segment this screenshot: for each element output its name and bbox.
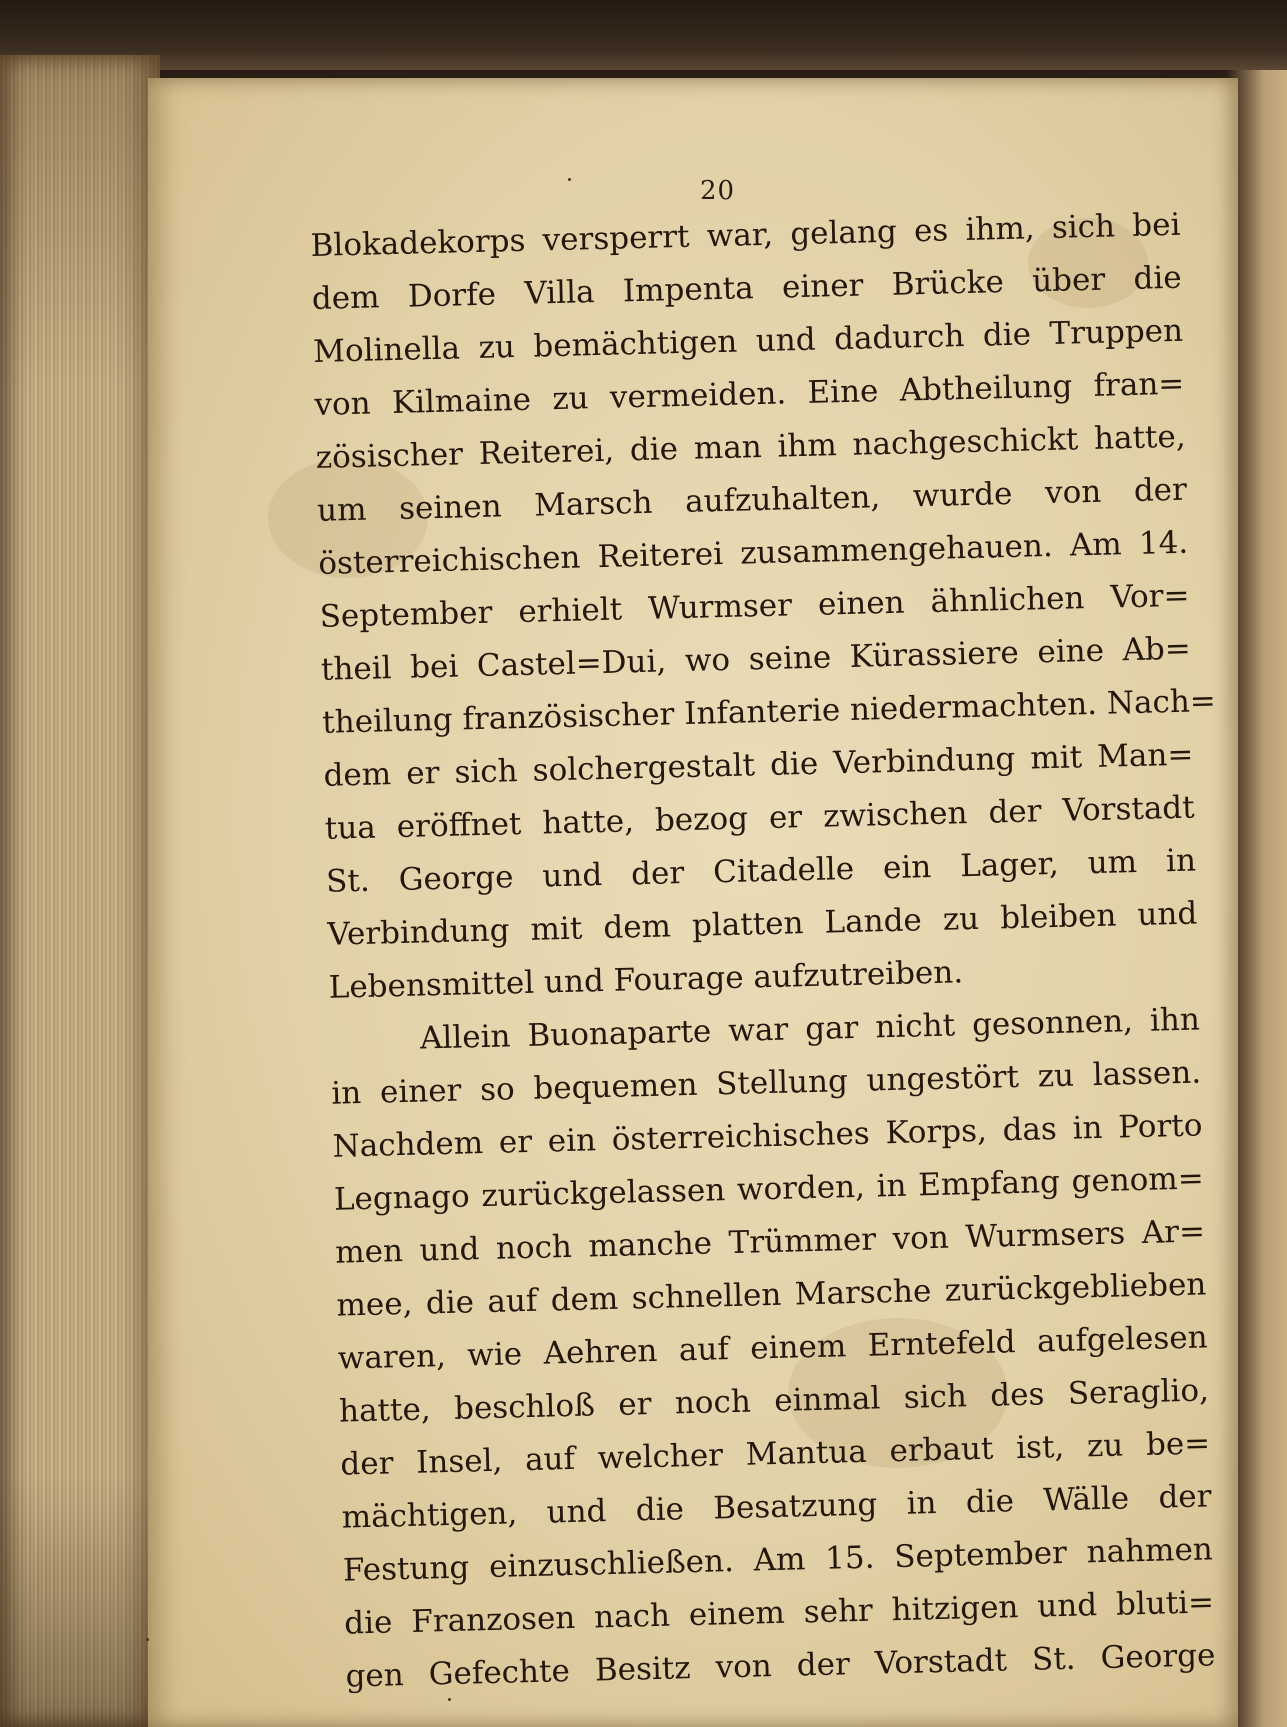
- text-line: waren, wie Aehren auf einem Erntefeld aufgelesen: [337, 1319, 1209, 1377]
- text-line: dem Dorfe Villa Impenta einer Brücke über die: [311, 259, 1183, 317]
- text-line: in einer so bequemen Stellung ungestört zu lassen.: [330, 1054, 1202, 1112]
- text-line: September erhielt Wurmser einen ähnlichen Vor=: [319, 577, 1190, 635]
- text-line: Lebensmittel und Fourage aufzutreiben.: [328, 954, 964, 1006]
- text-line: um seinen Marsch aufzuhalten, wurde von der: [316, 471, 1188, 529]
- text-line: men und noch manche Trümmer von Wurmsers Ar=: [334, 1213, 1206, 1271]
- book-top-edge: [0, 0, 1287, 70]
- text-line: Verbindung mit dem platten Lande zu bleiben und: [327, 895, 1198, 953]
- text-line: St. George und der Citadelle ein Lager, um in: [325, 842, 1197, 900]
- text-line: Festung einzuschließen. Am 15. September nahmen: [342, 1531, 1214, 1589]
- text-line: von Kilmaine zu vermeiden. Eine Abtheilung fran=: [314, 365, 1185, 423]
- text-line: theil bei Castel=Dui, wo seine Kürassiere eine Ab=: [320, 630, 1192, 688]
- body-text: [310, 199, 1216, 1704]
- text-line: Molinella zu bemächtigen und dadurch die Truppen: [312, 312, 1184, 370]
- text-line: Allein Buonaparte war gar nicht gesonnen, ihn: [419, 1001, 1201, 1057]
- page-number: 20: [700, 176, 736, 206]
- text-line: gen Gefechte Besitz von der Vorstadt St. George: [345, 1637, 1216, 1695]
- text-line: Legnago zurückgelassen worden, in Empfang genom=: [333, 1160, 1205, 1218]
- text-line: mächtigen, und die Besatzung in die Wälle der: [341, 1478, 1212, 1536]
- text-line: tua eröffnet hatte, bezog er zwischen der Vorstadt: [324, 789, 1196, 847]
- text-line: theilung französischer Infanterie niedermachten. Nach=: [321, 683, 1217, 741]
- text-line: Nachdem er ein österreichisches Korps, das in Porto: [332, 1107, 1203, 1165]
- paper-fleck: [568, 178, 571, 181]
- text-line: Blokadekorps versperrt war, gelang es ihm, sich bei: [310, 206, 1181, 264]
- paper-fleck: [146, 1638, 149, 1641]
- text-line: dem er sich solchergestalt die Verbindung mit Man=: [323, 736, 1194, 794]
- text-line: die Franzosen nach einem sehr hitzigen und bluti=: [343, 1584, 1215, 1642]
- text-line: mee, die auf dem schnellen Marsche zurückgeblieben: [336, 1266, 1207, 1324]
- text-line: österreichischen Reiterei zusammengehauen. Am 14.: [317, 524, 1189, 582]
- text-line: der Insel, auf welcher Mantua erbaut ist, zu be=: [339, 1425, 1211, 1483]
- text-line: hatte, beschloß er noch einmal sich des Seraglio,: [338, 1372, 1210, 1430]
- page-stack-edge: [0, 55, 160, 1727]
- text-line: zösischer Reiterei, die man ihm nachgeschickt hatte,: [315, 418, 1186, 476]
